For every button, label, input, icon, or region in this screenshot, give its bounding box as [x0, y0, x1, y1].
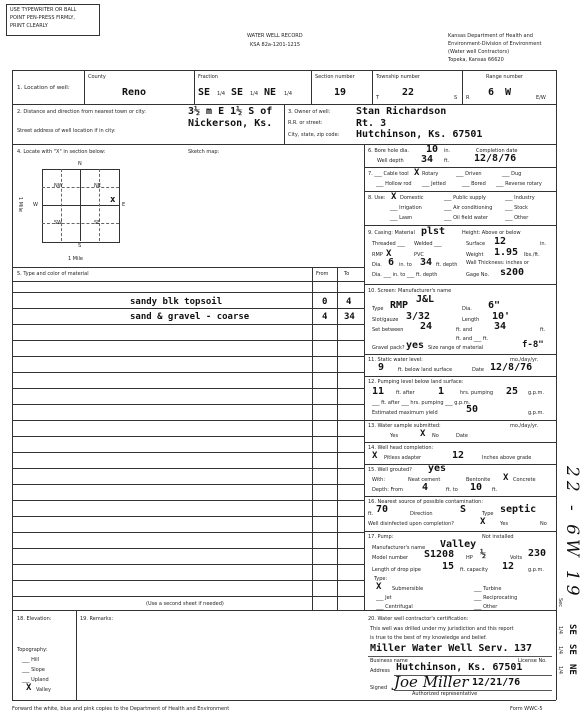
depth-value: 34: [421, 154, 434, 165]
use-stock: ___ Stock: [505, 205, 528, 211]
casing-surface: Surface: [466, 241, 486, 247]
map-n: N: [78, 161, 82, 167]
screen-ft-and2: ft. and ___ ft.: [456, 336, 489, 342]
margin-q-b: SE: [567, 644, 577, 655]
map-sw: SW: [54, 220, 63, 226]
pump-hrs: 1: [438, 386, 445, 397]
screen-set-label: Set between: [372, 327, 404, 333]
use-mark: X: [391, 192, 397, 202]
screen-dia: 6": [488, 300, 501, 311]
pump-label: 17. Pump:: [368, 534, 394, 540]
contam-dist: 70: [376, 504, 389, 515]
drill-jetted: ___ Jetted: [422, 181, 446, 187]
pump-ft-cap: ft. capacity: [460, 567, 488, 573]
disinfect-label: Well disinfected upon completion?: [368, 521, 454, 527]
casing-weight: Weight: [466, 252, 484, 258]
township-label: Township number: [376, 74, 420, 80]
head-label: 14. Well head completion:: [368, 445, 434, 451]
grouted-bent: Bentonite: [466, 477, 491, 483]
casing-wall: Wall Thickness: inches or: [466, 260, 529, 266]
section-value: 19: [334, 87, 347, 98]
use-air: ___ Air conditioning: [444, 205, 493, 211]
section-grid: [42, 169, 120, 243]
cert-date: 12/21/76: [472, 677, 521, 688]
grouted-from: 4: [422, 482, 429, 493]
owner-name: Stan Richardson: [356, 106, 447, 117]
map-ne: NE: [94, 183, 101, 189]
topo-upland: ___ Upland: [22, 677, 49, 683]
casing-rmp: RMP: [372, 252, 383, 258]
grouted-label: 15. Well grouted?: [368, 467, 412, 473]
pump-drop-label: Length of drop pipe: [372, 567, 421, 573]
casing-height-label: Height: Above or below: [462, 230, 521, 236]
gravel-label: Gravel pack?: [372, 345, 405, 351]
instruction-line-3: PRINT CLEARLY: [10, 23, 48, 29]
disinfect-mark: X: [480, 517, 486, 527]
pump-row2: ___ ft. after ___ hrs. pumping ___ g.p.m.: [372, 400, 471, 406]
static-label: 11. Static water level:: [368, 357, 423, 363]
cert-license-label: License No.: [518, 658, 547, 664]
county-label: County: [88, 74, 106, 80]
pump-hp: HP: [466, 555, 473, 561]
fraction-2: SE: [231, 87, 244, 98]
quarter-3: 1/4: [284, 91, 293, 97]
material-to-label: To: [344, 271, 350, 277]
pump-cap: 12: [502, 561, 515, 572]
cert-business-no: 137: [514, 643, 533, 654]
pump-sub-mark: X: [376, 582, 382, 592]
cert-address-label: Address: [370, 668, 390, 674]
agency-line-4: Topeka, Kansas 66620: [448, 57, 504, 63]
margin-handwriting: 22 - 6W 19: [562, 466, 582, 600]
material-row-1-from: 0: [322, 297, 328, 307]
casing-dia2: Dia. ___ in. to ___ ft. depth: [372, 272, 438, 278]
casing-in-to: in. to: [399, 262, 412, 268]
head-above: Inches above grade: [482, 455, 532, 461]
screen-ft-and: ft. and: [456, 327, 473, 333]
pump-level: 11: [372, 386, 385, 397]
grouted-value: yes: [428, 463, 447, 474]
pump-turbine: ___ Turbine: [474, 586, 502, 592]
casing-lbsft: lbs./ft.: [524, 252, 540, 258]
pump-mfr: Valley: [440, 539, 477, 550]
screen-type-label: Type: [372, 306, 384, 312]
form-title: WATER WELL RECORD: [247, 33, 303, 39]
screen-set-to: 34: [494, 321, 507, 332]
sample-label: 13. Water sample submitted:: [368, 423, 441, 429]
disinfect-yes: Yes: [500, 521, 509, 527]
cert-line-1: This well was drilled under my jurisdiction and this report: [370, 626, 514, 632]
static-mo: mo./day/yr.: [510, 357, 539, 363]
casing-gage: Gage No.: [466, 272, 490, 278]
margin-q-3: 1/4: [557, 666, 563, 675]
casing-threaded: Threaded ___: [372, 241, 405, 247]
bore-label: 6. Bore hole dia.: [368, 148, 409, 154]
cert-auth: Authorized representative: [412, 691, 478, 697]
pumping-label: 12. Pumping level below land surface:: [368, 379, 464, 385]
head-value: 12: [452, 450, 465, 461]
casing-dia: Dia.: [372, 262, 382, 268]
screen-mfr: J&L: [416, 294, 435, 305]
sketch-label: Sketch map:: [188, 149, 220, 155]
screen-slot-label: Slot/gauze: [372, 317, 399, 323]
margin-q-c: NE: [567, 664, 577, 675]
cert-label: 20. Water well contractor's certification:: [368, 616, 469, 622]
depth-ft: ft.: [444, 158, 450, 164]
material-label: 5. Type and color of material: [17, 271, 89, 277]
grouted-ft-to: ft. to: [446, 487, 458, 493]
material-row-1-desc: sandy blk topsoil: [130, 297, 223, 307]
distance-value-2: Nickerson, Ks.: [188, 118, 273, 129]
pump-cent: ___ Centrifugal: [376, 604, 413, 610]
sample-mo: mo./day/yr.: [510, 423, 539, 429]
grouted-to: 10: [470, 482, 483, 493]
casing-to-val: 34: [420, 257, 433, 268]
screen-length-label: Length: [462, 317, 480, 323]
form-statute: KSA 82a-1201-1215: [250, 42, 301, 48]
casing-material: plst: [421, 226, 446, 237]
topo-valley-mark: X: [26, 683, 32, 693]
pump-gpm: 25: [506, 386, 519, 397]
grouted-depth: Depth: From: [372, 487, 403, 493]
use-domestic: Domestic: [400, 195, 424, 201]
elevation-label: 18. Elevation:: [17, 616, 52, 622]
range-label: Range number: [486, 74, 523, 80]
completion-label: Completion date: [476, 148, 518, 154]
distance-value-1: 3½ m E 1½ S of: [188, 106, 273, 117]
pump-recip: ___ Reciprocating: [474, 595, 518, 601]
range-r: R: [466, 95, 470, 101]
casing-ftdepth: ft. depth: [436, 262, 458, 268]
use-oil: ___ Oil field water: [444, 215, 489, 221]
map-mile-bottom: 1 Mile: [68, 256, 83, 262]
contam-label: 16. Nearest source of possible contamination:: [368, 499, 484, 505]
cert-address: Hutchinson, Ks. 67501: [396, 662, 523, 673]
sample-mark: X: [420, 429, 426, 439]
casing-pvc: PVC: [414, 252, 424, 258]
sample-yes: Yes: [390, 433, 399, 439]
rr-value: Rt. 3: [356, 118, 387, 129]
static-below: ft. below land surface: [398, 367, 453, 373]
cert-business-label: Business name: [370, 658, 408, 664]
pump-est-gpm: g.p.m.: [528, 410, 544, 416]
range-value: 6: [488, 87, 495, 98]
footer-form: Form WWC-5: [510, 706, 543, 712]
fraction-3: NE: [264, 87, 277, 98]
bore-in: in.: [444, 148, 451, 154]
section-label: Section number: [315, 74, 355, 80]
pump-jet: ___ Jet: [376, 595, 392, 601]
county-value: Reno: [122, 87, 147, 98]
drill-dug: ___ Dug: [502, 171, 522, 177]
agency-line-1: Kansas Department of Health and: [448, 33, 533, 39]
completion-date: 12/8/76: [474, 153, 517, 164]
pump-hp-val: ½: [480, 549, 487, 560]
screen-dia-label: Dia.: [462, 306, 472, 312]
street-label: Street address of well location if in city:: [17, 128, 116, 134]
gravel-value: yes: [406, 340, 425, 351]
material-row-1-to: 4: [346, 297, 352, 307]
pump-other: ___ Other: [474, 604, 498, 610]
fraction-1: SE: [198, 87, 211, 98]
head-pitless: Pitless adapter: [384, 455, 422, 461]
screen-type: RMP: [390, 300, 409, 311]
casing-weight-val: 1.95: [494, 247, 519, 258]
use-label: 8. Use:: [368, 195, 386, 201]
range-ew: E/W: [536, 95, 546, 101]
pump-drop: 15: [442, 561, 455, 572]
remarks-label: 19. Remarks:: [80, 616, 114, 622]
quarter-1: 1/4: [217, 91, 226, 97]
contam-type-label: Type: [482, 511, 494, 517]
pump-mfr-label: Manufacturer's name: [372, 545, 426, 551]
range-w: W: [505, 87, 512, 98]
material-from-label: From: [316, 271, 329, 277]
casing-gage-val: s200: [500, 267, 525, 278]
section-map-label: 4. Locate with "X" in section below:: [17, 149, 106, 155]
use-other: ___ Other: [505, 215, 529, 221]
pump-not-installed: Not installed: [482, 534, 514, 540]
margin-q-a: SE: [567, 624, 577, 635]
material-row-2-from: 4: [322, 312, 328, 322]
grouted-neat: Neat cement: [408, 477, 441, 483]
margin-q-2: 1/4: [557, 646, 563, 655]
size-label: Size range of material: [428, 345, 484, 351]
screen-slot: 3/32: [406, 311, 431, 322]
agency-line-3: (Water well Contractors): [448, 49, 510, 55]
use-lawn: ___ Lawn: [390, 215, 413, 221]
grouted-concrete: Concrete: [513, 477, 536, 483]
use-industry: ___ Industry: [505, 195, 535, 201]
agency-line-2: Environment-Division of Environment: [448, 41, 542, 47]
pump-est-label: Estimated maximum yield: [372, 410, 438, 416]
location-label: 1. Location of well:: [17, 85, 70, 91]
material-row-2-to: 34: [344, 312, 355, 322]
static-value: 9: [378, 362, 385, 373]
quarter-2: 1/4: [250, 91, 259, 97]
owner-label: 3. Owner of well:: [288, 109, 331, 115]
grouted-ft: ft.: [492, 487, 498, 493]
pump-gpm-label: g.p.m.: [528, 390, 544, 396]
drill-mark: X: [414, 168, 420, 178]
footer-text: Forward the white, blue and pink copies to the Department of Health and Environment: [12, 706, 230, 712]
pump-type: Type:: [374, 576, 388, 582]
map-e: E: [122, 202, 126, 208]
contam-type: septic: [500, 504, 537, 515]
cert-business: Miller Water Well Serv.: [370, 643, 509, 654]
map-mile-side: 1 Mile: [17, 197, 23, 212]
pump-ft-after: ft. after: [396, 390, 415, 396]
pump-model: S1208: [424, 549, 455, 560]
casing-welded: Welded ___: [414, 241, 442, 247]
topo-slope: ___ Slope: [22, 667, 45, 673]
contam-dir: S: [460, 504, 467, 515]
size-value: f-8": [522, 340, 544, 350]
casing-dia-val: 6: [388, 257, 395, 268]
cert-signature: Joe Miller: [394, 673, 469, 691]
static-date: 12/8/76: [490, 362, 533, 373]
contam-ft: ft.: [368, 511, 374, 517]
map-nw: NW: [54, 183, 63, 189]
grouted-mark: X: [503, 473, 509, 483]
township-s: S: [454, 95, 458, 101]
city-value: Hutchinson, Ks. 67501: [356, 129, 483, 140]
drill-cable: 7. ___ Cable tool: [368, 171, 409, 177]
drill-rotary: Rotary: [422, 171, 439, 177]
bore-dia: 10: [426, 144, 439, 155]
township-t: T: [376, 95, 380, 101]
topo-hill: ___ Hill: [22, 657, 40, 663]
drill-driven: ___ Driven: [456, 171, 482, 177]
sample-date: Date: [456, 433, 468, 439]
topography-label: Topography:: [17, 647, 48, 653]
drill-bored: ___ Bored: [462, 181, 486, 187]
map-se: SE: [94, 220, 101, 226]
fraction-label: Fraction: [198, 74, 218, 80]
sample-no: No: [432, 433, 439, 439]
screen-length: 10': [492, 311, 511, 322]
map-s: S: [78, 243, 82, 249]
township-value: 22: [402, 87, 415, 98]
casing-in: in.: [540, 241, 547, 247]
disinfect-no: No: [540, 521, 547, 527]
screen-set-from: 24: [420, 321, 433, 332]
pump-gpm: g.p.m.: [528, 567, 544, 573]
instruction-line-2: POINT PEN-PRESS FIRMLY,: [10, 15, 76, 21]
pump-volts: Volts: [510, 555, 523, 561]
contam-dir-label: Direction: [410, 511, 433, 517]
casing-rmp-mark: X: [386, 249, 392, 259]
instruction-line-1: USE TYPEWRITER OR BALL: [10, 7, 77, 13]
grouted-with: With:: [372, 477, 386, 483]
pump-hrs-label: hrs. pumping: [460, 390, 494, 396]
map-mark: x: [110, 195, 116, 205]
drill-reverse: ___ Reverse rotary: [496, 181, 542, 187]
screen-label: 10. Screen: Manufacturer's name: [368, 288, 452, 294]
pump-est: 50: [466, 404, 479, 415]
margin-q-1: 1/4: [557, 626, 563, 635]
static-date-label: Date: [472, 367, 484, 373]
material-row-2-desc: sand & gravel - coarse: [130, 312, 250, 322]
use-public: ___ Public supply: [444, 195, 486, 201]
margin-sec: Sec: [557, 598, 563, 607]
rr-label: R.R. or street:: [288, 120, 323, 126]
cert-signed-label: Signed: [370, 685, 388, 691]
distance-label: 2. Distance and direction from nearest town or city:: [17, 109, 146, 115]
material-note: (Use a second sheet if needed): [146, 601, 224, 607]
topo-valley: Valley: [36, 687, 51, 693]
casing-label: 9. Casing: Material: [368, 230, 415, 236]
use-irrigation: ___ Irrigation: [390, 205, 422, 211]
cert-line-2: is true to the best of my knowledge and belief.: [370, 635, 487, 641]
pump-sub: Submersible: [392, 586, 424, 592]
city-label: City, state, zip code:: [288, 132, 340, 138]
casing-surface-val: 12: [494, 236, 507, 247]
head-mark: X: [372, 451, 378, 461]
pump-volts-val: 230: [528, 548, 547, 559]
map-w: W: [33, 202, 38, 208]
screen-ft: ft.: [540, 327, 546, 333]
depth-label: Well depth: [377, 158, 404, 164]
drill-hollow: ___ Hollow rod: [376, 181, 412, 187]
pump-model-label: Model number: [372, 555, 409, 561]
